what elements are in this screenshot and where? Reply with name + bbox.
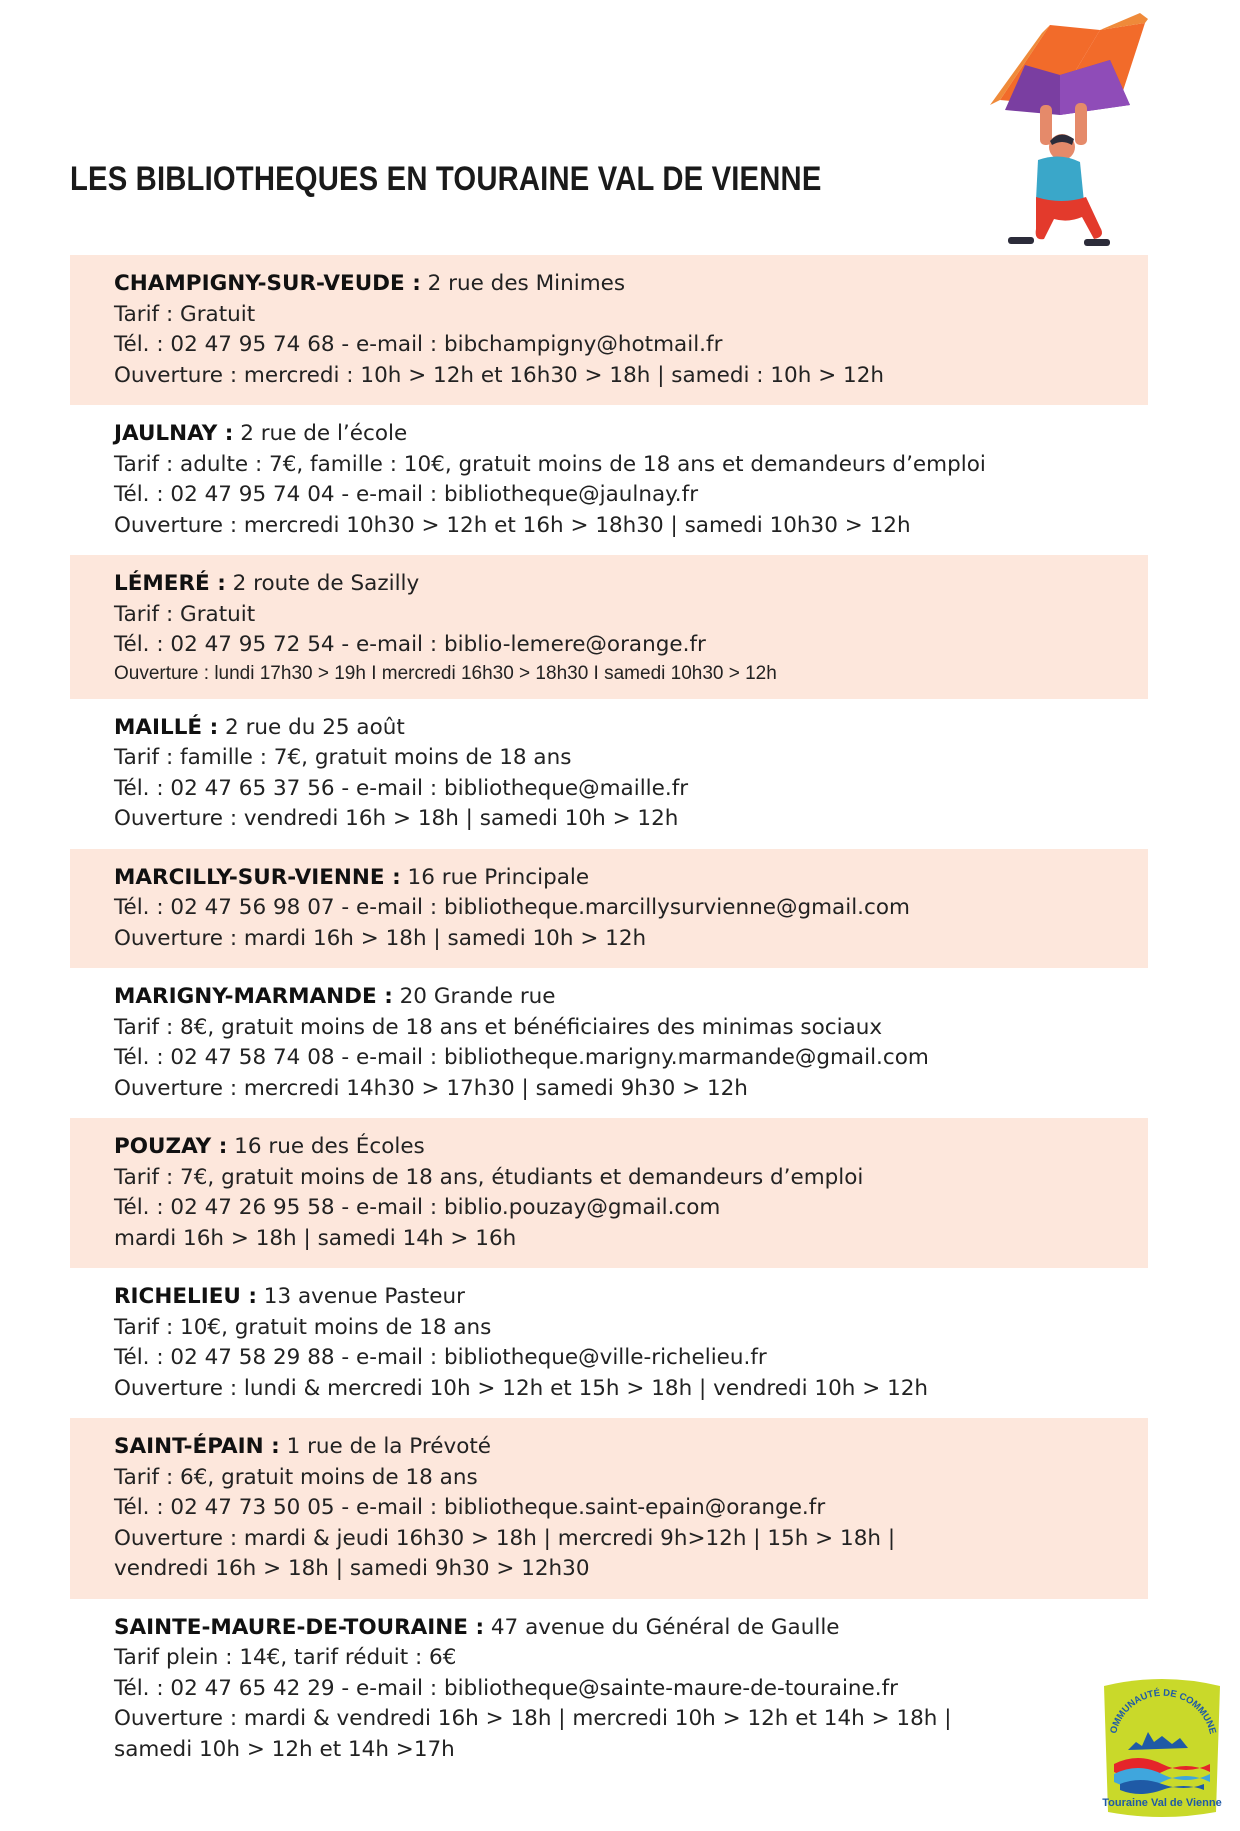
library-name: JAULNAY : [114, 421, 234, 446]
library-contact: Tél. : 02 47 58 74 08 - e-mail : bibliotheque.marigny.marmande@gmail.com [114, 1045, 929, 1070]
library-hours-continued: vendredi 16h > 18h | samedi 9h30 > 12h30 [114, 1556, 590, 1581]
library-header [114, 269, 1128, 300]
library-header [114, 982, 1128, 1013]
library-tarif: Tarif : 10€, gratuit moins de 18 ans [114, 1314, 492, 1340]
library-contact: Tél. : 02 47 65 42 29 - e-mail : bibliotheque@sainte-maure-de-touraine.fr [114, 1675, 899, 1701]
library-name: MAILLÉ : [114, 714, 219, 740]
library-contact: Tél. : 02 47 95 72 54 - e-mail : biblio-lemere@orange.fr [114, 632, 706, 657]
library-tarif: Tarif : famille : 7€, gratuit moins de 18 ans [114, 745, 572, 770]
library-address: 2 rue des Minimes [420, 271, 626, 296]
library-hours: Ouverture : mardi & jeudi 16h30 > 18h | mercredi 9h>12h | 15h > 18h | [114, 1525, 896, 1551]
library-address: 16 rue Principale [400, 864, 590, 890]
library-address: 2 rue du 25 août [218, 714, 405, 740]
library-header [114, 569, 1128, 600]
library-name: CHAMPIGNY-SUR-VEUDE : [114, 271, 421, 296]
library-name: SAINT-ÉPAIN : [114, 1434, 280, 1459]
library-contact: Tél. : 02 47 73 50 05 - e-mail : bibliotheque.saint-epain@orange.fr [114, 1495, 826, 1520]
library-hours: Ouverture : lundi 17h30 > 19h I mercredi 16h30 > 18h30 I samedi 10h30 > 12h [114, 662, 777, 684]
logo-arc-text: OMMUNAUTÉ DE COMMUNE [1108, 1687, 1218, 1736]
library-hours-continued: samedi 10h > 12h et 14h >17h [114, 1736, 455, 1762]
library-header [114, 1132, 1128, 1163]
library-tarif: Tarif plein : 14€, tarif réduit : 6€ [114, 1645, 457, 1670]
page-title: LES BIBLIOTHEQUES EN TOURAINE VAL DE VIENNE [70, 160, 822, 198]
library-address: 2 route de Sazilly [225, 571, 420, 596]
library-entry-sainte-maure [70, 1599, 1148, 1780]
library-contact: Tél. : 02 47 95 74 68 - e-mail : bibchampigny@hotmail.fr [114, 332, 723, 357]
library-name: MARCILLY-SUR-VIENNE : [114, 864, 401, 890]
library-address: 2 rue de l’école [233, 421, 408, 446]
library-header [114, 419, 1128, 450]
library-entry-marcilly [70, 849, 1148, 969]
library-header [114, 1432, 1128, 1463]
library-address: 47 avenue du Général de Gaulle [484, 1614, 840, 1640]
library-tarif: Tarif : adulte : 7€, famille : 10€, gratuit moins de 18 ans et demandeurs d’emploi [114, 451, 986, 477]
library-entry-marigny [70, 968, 1148, 1118]
logo-bottom-text: Touraine Val de Vienne [1102, 1797, 1222, 1809]
library-header [114, 863, 1128, 894]
library-address: 16 rue des Écoles [227, 1134, 425, 1159]
library-hours: Ouverture : mercredi 14h30 > 17h30 | samedi 9h30 > 12h [114, 1075, 748, 1101]
library-address: 13 avenue Pasteur [256, 1284, 465, 1309]
library-contact: Tél. : 02 47 58 29 88 - e-mail : bibliotheque@ville-richelieu.fr [114, 1345, 767, 1370]
library-hours: Ouverture : lundi & mercredi 10h > 12h et 15h > 18h | vendredi 10h > 12h [114, 1375, 929, 1401]
library-entry-richelieu [70, 1268, 1148, 1418]
library-address: 20 Grande rue [392, 984, 556, 1009]
library-tarif: Tarif : Gratuit [114, 601, 256, 627]
library-entry-saint-epain [70, 1418, 1148, 1599]
library-contact: Tél. : 02 47 65 37 56 - e-mail : bibliotheque@maille.fr [114, 775, 689, 801]
library-contact: Tél. : 02 47 56 98 07 - e-mail : bibliotheque.marcillysurvienne@gmail.com [114, 895, 910, 920]
library-entry-champigny [70, 255, 1148, 405]
library-hours: Ouverture : mercredi : 10h > 12h et 16h30 > 18h | samedi : 10h > 12h [114, 362, 885, 388]
library-tarif: Tarif : Gratuit [114, 301, 256, 327]
library-hours: mardi 16h > 18h | samedi 14h > 16h [114, 1225, 517, 1251]
library-name: LÉMERÉ : [114, 571, 226, 596]
library-header [114, 1282, 1128, 1313]
library-tarif: Tarif : 6€, gratuit moins de 18 ans [114, 1464, 478, 1490]
library-tarif: Tarif : 7€, gratuit moins de 18 ans, étudiants et demandeurs d’emploi [114, 1164, 864, 1190]
library-name: POUZAY : [114, 1134, 228, 1159]
library-entry-jaulnay [70, 405, 1148, 555]
library-name: SAINTE-MAURE-DE-TOURAINE : [114, 1614, 485, 1640]
touraine-val-de-vienne-logo [1098, 1672, 1226, 1820]
library-entry-lemere [70, 555, 1148, 699]
library-entry-maille [70, 699, 1148, 849]
person-carrying-book-icon [980, 5, 1155, 253]
library-hours: Ouverture : mardi 16h > 18h | samedi 10h > 12h [114, 925, 647, 951]
library-entry-pouzay [70, 1118, 1148, 1268]
library-tarif: Tarif : 8€, gratuit moins de 18 ans et bénéficiaires des minimas sociaux [114, 1014, 883, 1040]
library-header [114, 713, 1128, 744]
library-name: RICHELIEU : [114, 1284, 257, 1309]
library-hours: Ouverture : mardi & vendredi 16h > 18h | mercredi 10h > 12h et 14h > 18h | [114, 1706, 952, 1731]
library-name: MARIGNY-MARMANDE : [114, 984, 393, 1009]
library-hours: Ouverture : mercredi 10h30 > 12h et 16h > 18h30 | samedi 10h30 > 12h [114, 512, 911, 538]
library-header [114, 1613, 1128, 1644]
library-address: 1 rue de la Prévoté [279, 1434, 492, 1459]
library-contact: Tél. : 02 47 95 74 04 - e-mail : bibliotheque@jaulnay.fr [114, 482, 699, 507]
library-contact: Tél. : 02 47 26 95 58 - e-mail : biblio.pouzay@gmail.com [114, 1195, 721, 1220]
library-hours: Ouverture : vendredi 16h > 18h | samedi 10h > 12h [114, 806, 679, 831]
library-list [70, 255, 1148, 1779]
